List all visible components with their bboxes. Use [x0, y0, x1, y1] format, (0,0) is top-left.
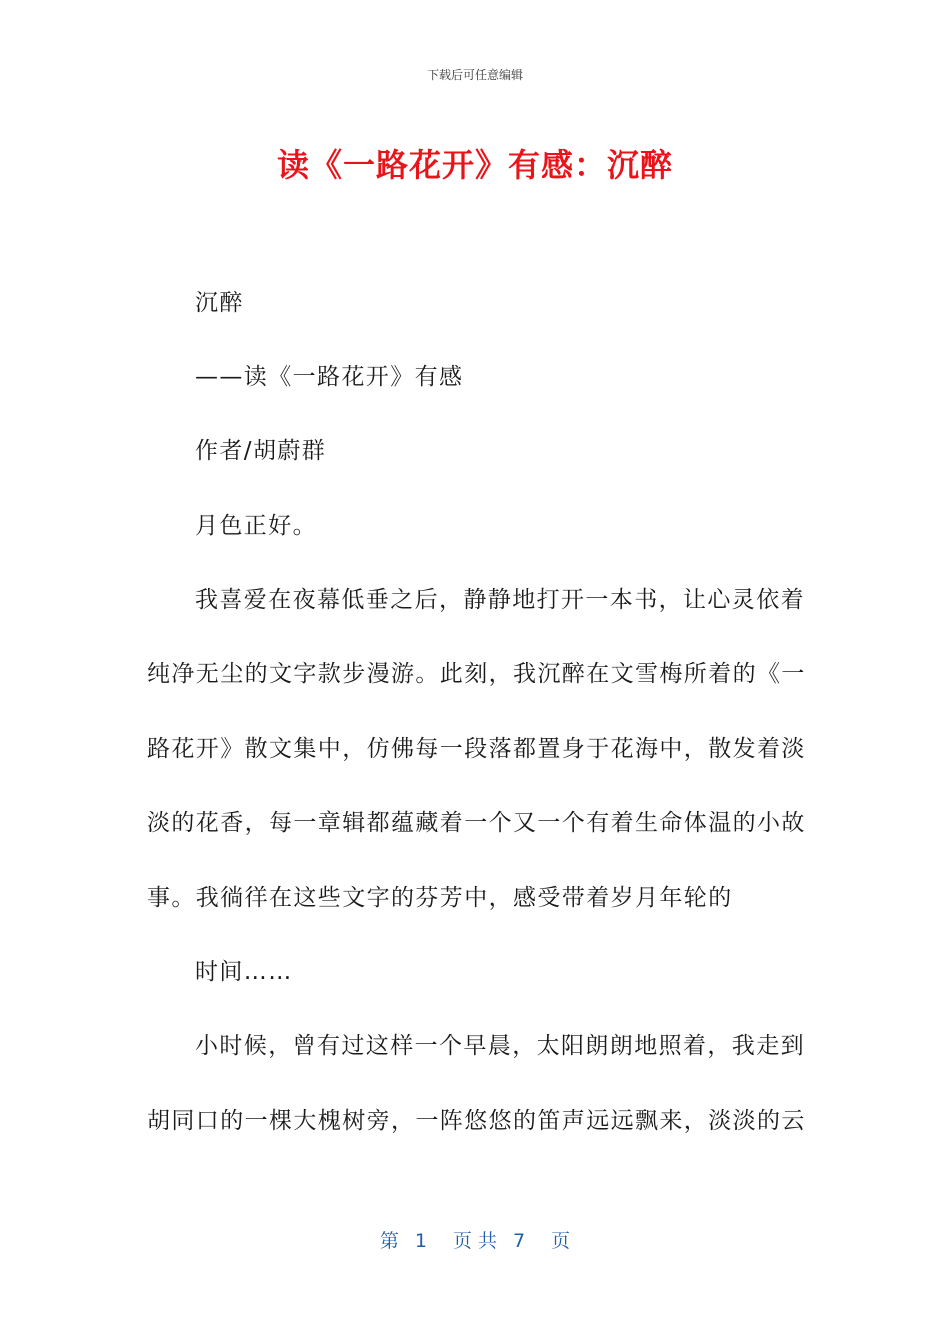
paragraph-line: 淡的花香，每一章辑都蕴藏着一个又一个有着生命体温的小故 [147, 810, 806, 836]
paragraph-line: 纯净无尘的文字款步漫游。此刻，我沉醉在文雪梅所着的《一 [147, 661, 806, 687]
paragraph-line: 时间…… [195, 959, 293, 985]
paragraph-line: 月色正好。 [195, 513, 317, 539]
author-line: 作者/胡蔚群 [195, 438, 327, 464]
subtitle-line: ——读《一路花开》有感 [195, 364, 464, 390]
current-page-number: 1 [414, 1230, 427, 1252]
paragraph-line: 我喜爱在夜幕低垂之后，静静地打开一本书，让心灵依着 [195, 587, 805, 613]
paragraph-line: 小时候，曾有过这样一个早晨，太阳朗朗地照着，我走到 [195, 1033, 805, 1059]
footer-suffix: 页 [551, 1230, 571, 1252]
paragraph-line: 路花开》散文集中，仿佛每一段落都置身于花海中，散发着淡 [147, 736, 806, 762]
page-footer [0, 1226, 950, 1253]
total-pages-number: 7 [513, 1230, 526, 1252]
footer-middle: 页 共 [452, 1230, 498, 1252]
paragraph-line: 胡同口的一棵大槐树旁，一阵悠悠的笛声远远飘来，淡淡的云 [147, 1108, 806, 1134]
footer-prefix: 第 [379, 1230, 399, 1252]
header-note: 下载后可任意编辑 [426, 68, 523, 82]
subtitle-line: 沉醉 [195, 290, 244, 316]
document-title: 读《一路花开》有感：沉醉 [276, 146, 673, 184]
paragraph-line: 事。我徜徉在这些文字的芬芳中，感受带着岁月年轮的 [147, 885, 733, 911]
